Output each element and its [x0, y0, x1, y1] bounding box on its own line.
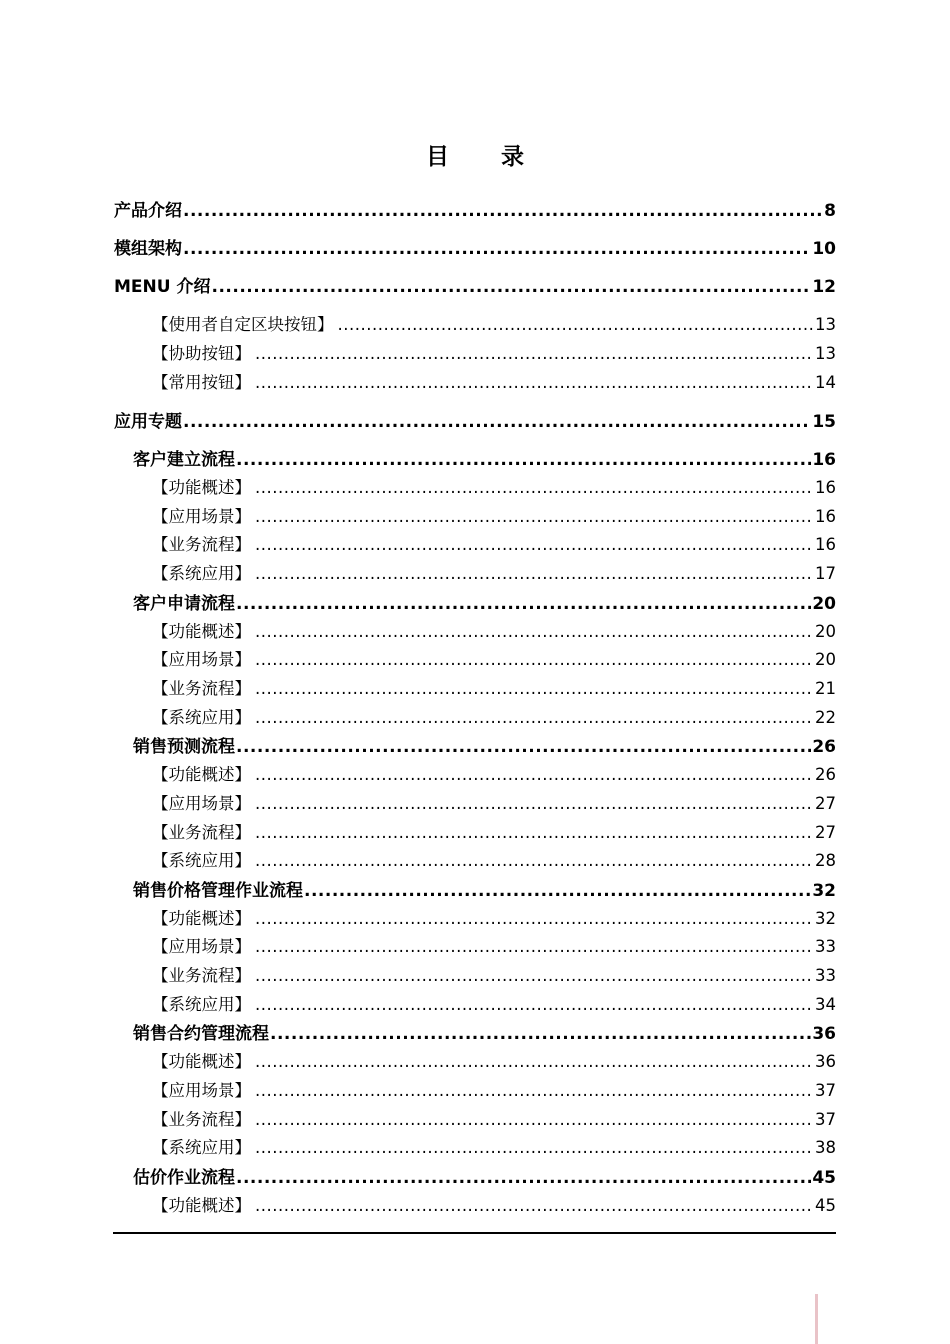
toc-subsection-entry[interactable]	[152, 560, 836, 584]
toc-entry-label: 【系统应用】	[152, 995, 251, 1014]
toc-entry-label: 【功能概述】	[152, 1052, 251, 1071]
toc-entry-label: 销售价格管理作业流程	[133, 881, 303, 901]
toc-entry-label: 【应用场景】	[152, 794, 251, 813]
toc-entry-page-number: 17	[815, 564, 836, 583]
toc-entry-page-number: 32	[815, 909, 836, 928]
toc-subsection-entry[interactable]	[152, 1106, 836, 1130]
toc-subsection-entry[interactable]	[152, 933, 836, 957]
toc-subsection-entry[interactable]	[152, 369, 836, 393]
toc-entry-page-number: 20	[812, 594, 836, 614]
toc-section-entry[interactable]	[133, 1019, 836, 1044]
toc-entry-page-number: 37	[815, 1081, 836, 1100]
dot-leader	[255, 794, 814, 813]
dot-leader	[255, 708, 814, 727]
dot-leader	[255, 373, 814, 392]
toc-entry-page-number: 45	[815, 1196, 836, 1215]
toc-entry-page-number: 12	[812, 277, 836, 297]
dot-leader	[255, 765, 814, 784]
toc-entry-page-number: 26	[815, 765, 836, 784]
dot-leader	[270, 1024, 811, 1044]
toc-section-entry[interactable]	[133, 589, 836, 614]
dot-leader	[236, 594, 811, 614]
toc-subsection-entry[interactable]	[152, 761, 836, 785]
toc-entry-page-number: 16	[815, 478, 836, 497]
toc-entry-page-number: 20	[815, 622, 836, 641]
toc-entry-page-number: 21	[815, 679, 836, 698]
toc-chapter-entry[interactable]	[114, 272, 836, 297]
dot-leader	[255, 1052, 814, 1071]
toc-entry-label: 【系统应用】	[152, 1138, 251, 1157]
toc-subsection-entry[interactable]	[152, 847, 836, 871]
toc-entry-label: 【系统应用】	[152, 851, 251, 870]
toc-entry-page-number: 15	[812, 412, 836, 432]
dot-leader	[183, 239, 811, 259]
dot-leader	[255, 851, 814, 870]
dot-leader	[236, 450, 811, 470]
toc-entry-page-number: 26	[812, 737, 836, 757]
toc-entry-page-number: 14	[815, 373, 836, 392]
toc-subsection-entry[interactable]	[152, 819, 836, 843]
toc-entry-label: 【功能概述】	[152, 622, 251, 641]
dot-leader	[211, 277, 811, 297]
dot-leader	[183, 201, 823, 221]
toc-entry-label: 客户申请流程	[133, 594, 235, 614]
dot-leader	[236, 737, 811, 757]
page-edge-mark	[815, 1294, 818, 1344]
toc-entry-page-number: 16	[815, 535, 836, 554]
dot-leader	[255, 650, 814, 669]
toc-entry-label: 【协助按钮】	[152, 344, 251, 363]
dot-leader	[255, 1138, 814, 1157]
bottom-divider	[113, 1232, 836, 1234]
toc-entry-page-number: 33	[815, 937, 836, 956]
dot-leader	[255, 344, 814, 363]
toc-entry-page-number: 13	[815, 344, 836, 363]
toc-subsection-entry[interactable]	[152, 1134, 836, 1158]
toc-subsection-entry[interactable]	[152, 1048, 836, 1072]
toc-entry-page-number: 38	[815, 1138, 836, 1157]
toc-entry-page-number: 36	[815, 1052, 836, 1071]
toc-entry-label: 【功能概述】	[152, 1196, 251, 1215]
toc-entry-label: 【业务流程】	[152, 823, 251, 842]
dot-leader	[255, 507, 814, 526]
toc-chapter-entry[interactable]	[114, 196, 836, 221]
toc-subsection-entry[interactable]	[152, 646, 836, 670]
toc-entry-page-number: 27	[815, 823, 836, 842]
toc-subsection-entry[interactable]	[152, 1077, 836, 1101]
toc-entry-label: 【功能概述】	[152, 909, 251, 928]
toc-entry-label: 估价作业流程	[133, 1168, 235, 1188]
page-title: 目 录	[425, 144, 546, 170]
toc-entry-label: 销售预测流程	[133, 737, 235, 757]
dot-leader	[255, 909, 814, 928]
dot-leader	[236, 1168, 811, 1188]
toc-subsection-entry[interactable]	[152, 991, 836, 1015]
toc-subsection-entry[interactable]	[152, 340, 836, 364]
toc-entry-label: 【业务流程】	[152, 1110, 251, 1129]
toc-entry-page-number: 28	[815, 851, 836, 870]
toc-entry-page-number: 8	[824, 201, 836, 221]
toc-entry-label: MENU 介绍	[114, 277, 211, 297]
toc-entry-page-number: 16	[812, 450, 836, 470]
toc-subsection-entry[interactable]	[152, 618, 836, 642]
toc-subsection-entry[interactable]	[152, 503, 836, 527]
toc-entry-label: 销售合约管理流程	[133, 1024, 269, 1044]
toc-entry-page-number: 36	[812, 1024, 836, 1044]
toc-entry-label: 应用专题	[114, 412, 182, 432]
toc-section-entry[interactable]	[133, 876, 836, 901]
toc-entry-label: 模组架构	[114, 239, 182, 259]
dot-leader	[255, 535, 814, 554]
toc-entry-page-number: 45	[812, 1168, 836, 1188]
dot-leader	[183, 412, 811, 432]
dot-leader	[255, 1196, 814, 1215]
toc-entry-label: 【功能概述】	[152, 765, 251, 784]
toc-entry-label: 【应用场景】	[152, 507, 251, 526]
dot-leader	[255, 564, 814, 583]
toc-subsection-entry[interactable]	[152, 704, 836, 728]
toc-entry-label: 【业务流程】	[152, 679, 251, 698]
toc-entry-page-number: 13	[815, 315, 836, 334]
toc-entry-label: 【应用场景】	[152, 650, 251, 669]
toc-entry-page-number: 10	[812, 239, 836, 259]
toc-entry-page-number: 16	[815, 507, 836, 526]
toc-entry-page-number: 32	[812, 881, 836, 901]
toc-section-entry[interactable]	[133, 1163, 836, 1188]
toc-entry-label: 【业务流程】	[152, 966, 251, 985]
dot-leader	[338, 315, 815, 334]
dot-leader	[255, 937, 814, 956]
toc-entry-label: 客户建立流程	[133, 450, 235, 470]
toc-chapter-entry[interactable]	[114, 234, 836, 259]
dot-leader	[255, 1110, 814, 1129]
toc-subsection-entry[interactable]	[152, 905, 836, 929]
toc-entry-label: 【常用按钮】	[152, 373, 251, 392]
toc-entry-label: 【应用场景】	[152, 937, 251, 956]
dot-leader	[255, 1081, 814, 1100]
toc-subsection-entry[interactable]	[152, 474, 836, 498]
toc-entry-label: 【使用者自定区块按钮】	[152, 315, 334, 334]
toc-entry-page-number: 20	[815, 650, 836, 669]
dot-leader	[255, 966, 814, 985]
dot-leader	[255, 679, 814, 698]
toc-entry-label: 【应用场景】	[152, 1081, 251, 1100]
toc-entry-label: 【系统应用】	[152, 564, 251, 583]
toc-entry-page-number: 34	[815, 995, 836, 1014]
toc-subsection-entry[interactable]	[152, 790, 836, 814]
toc-entry-page-number: 27	[815, 794, 836, 813]
toc-section-entry[interactable]	[133, 445, 836, 470]
toc-subsection-entry[interactable]	[152, 1192, 836, 1216]
toc-entry-label: 【功能概述】	[152, 478, 251, 497]
dot-leader	[255, 622, 814, 641]
dot-leader	[304, 881, 811, 901]
dot-leader	[255, 478, 814, 497]
toc-entry-label: 【业务流程】	[152, 535, 251, 554]
toc-entry-label: 【系统应用】	[152, 708, 251, 727]
toc-section-entry[interactable]	[133, 732, 836, 757]
toc-entry-page-number: 33	[815, 966, 836, 985]
toc-entry-page-number: 22	[815, 708, 836, 727]
toc-subsection-entry[interactable]	[152, 531, 836, 555]
toc-entry-label: 产品介绍	[114, 201, 182, 221]
toc-subsection-entry[interactable]	[152, 962, 836, 986]
toc-chapter-entry[interactable]	[114, 407, 836, 432]
toc-entry-page-number: 37	[815, 1110, 836, 1129]
dot-leader	[255, 995, 814, 1014]
toc-subsection-entry[interactable]	[152, 675, 836, 699]
dot-leader	[255, 823, 814, 842]
toc-subsection-entry[interactable]	[152, 311, 836, 335]
